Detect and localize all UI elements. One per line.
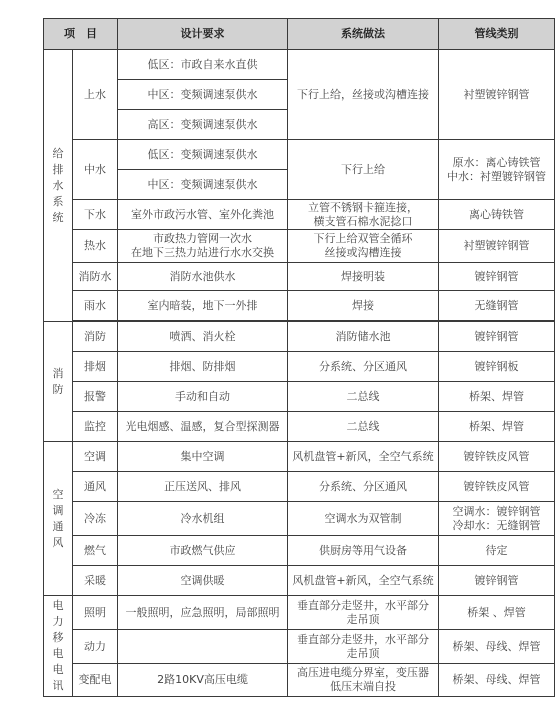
row-pipe: 镀锌铁皮风管 xyxy=(439,472,555,502)
row-name: 中水 xyxy=(73,140,118,200)
row-pipe: 桥架、焊管 xyxy=(439,382,555,412)
table-row xyxy=(44,596,555,630)
row-method: 消防储水池 xyxy=(288,322,439,352)
header-design: 设计要求 xyxy=(118,19,288,50)
row-req: 市政热力管网一次水 在地下三热力站进行水水交换 xyxy=(118,230,288,263)
section-water: 给排水系统 xyxy=(44,50,73,322)
table-row xyxy=(44,322,555,352)
row-pipe: 原水：离心铸铁管 中水：衬塑镀锌钢管 xyxy=(439,140,555,200)
row-pipe: 镀锌钢板 xyxy=(439,352,555,382)
section-hvac: 空调通风 xyxy=(44,442,73,596)
row-req: 中区：变频调速泵供水 xyxy=(118,80,288,110)
row-method: 供厨房等用气设备 xyxy=(288,536,439,566)
row-name: 排烟 xyxy=(73,352,118,382)
row-name: 报警 xyxy=(73,382,118,412)
row-method: 垂直部分走竖井，水平部分 走吊顶 xyxy=(288,630,439,664)
table-row xyxy=(44,50,555,80)
row-req: 低区：变频调速泵供水 xyxy=(118,140,288,170)
row-req: 手动和自动 xyxy=(118,382,288,412)
row-req xyxy=(118,630,288,664)
row-pipe: 无缝钢管 xyxy=(439,291,555,321)
table-row xyxy=(44,263,555,291)
row-method: 下行上给双管全循环 丝接或沟槽连接 xyxy=(288,230,439,263)
table-row xyxy=(44,352,555,382)
row-name: 空调 xyxy=(73,442,118,472)
row-name: 采暖 xyxy=(73,566,118,596)
row-req: 光电烟感、温感，复合型探测器 xyxy=(118,412,288,442)
row-method: 立管不锈钢卡箍连接， 横支管石棉水泥捻口 xyxy=(288,200,439,230)
table-row xyxy=(44,536,555,566)
row-req: 2路10KV高压电缆 xyxy=(118,664,288,697)
row-method: 空调水为双管制 xyxy=(288,502,439,536)
row-method: 垂直部分走竖井，水平部分 走吊顶 xyxy=(288,596,439,630)
section-fire: 消防 xyxy=(44,322,73,442)
row-req: 消防水池供水 xyxy=(118,263,288,291)
row-req: 市政燃气供应 xyxy=(118,536,288,566)
header-row xyxy=(44,19,555,50)
row-pipe: 镀锌钢管 xyxy=(439,566,555,596)
row-pipe: 镀锌铁皮风管 xyxy=(439,442,555,472)
row-method: 二总线 xyxy=(288,382,439,412)
row-pipe: 衬塑镀锌钢管 xyxy=(439,50,555,140)
row-method: 下行上给 xyxy=(288,140,439,200)
table-row xyxy=(44,472,555,502)
row-name: 燃气 xyxy=(73,536,118,566)
row-req: 一般照明，应急照明，局部照明 xyxy=(118,596,288,630)
row-method: 风机盘管+新风，全空气系统 xyxy=(288,442,439,472)
row-method: 风机盘管+新风，全空气系统 xyxy=(288,566,439,596)
table-row xyxy=(44,502,555,536)
row-req: 冷水机组 xyxy=(118,502,288,536)
table-row xyxy=(44,630,555,664)
row-name: 热水 xyxy=(73,230,118,263)
row-pipe: 镀锌钢管 xyxy=(439,322,555,352)
row-pipe: 衬塑镀锌钢管 xyxy=(439,230,555,263)
row-pipe: 桥架、焊管 xyxy=(439,412,555,442)
header-method: 系统做法 xyxy=(288,19,439,50)
row-name: 上水 xyxy=(73,50,118,140)
table-row xyxy=(44,140,555,170)
row-req: 喷洒、消火栓 xyxy=(118,322,288,352)
row-req: 排烟、防排烟 xyxy=(118,352,288,382)
row-name: 下水 xyxy=(73,200,118,230)
row-pipe: 桥架 、焊管 xyxy=(439,596,555,630)
header-item: 项 目 xyxy=(44,19,118,50)
row-method: 分系统、分区通风 xyxy=(288,472,439,502)
row-pipe: 离心铸铁管 xyxy=(439,200,555,230)
table-row xyxy=(44,230,555,263)
row-req: 低区：市政自来水直供 xyxy=(118,50,288,80)
row-req: 室内暗装，地下一外排 xyxy=(118,291,288,321)
row-method: 二总线 xyxy=(288,412,439,442)
row-pipe: 桥架、母线、焊管 xyxy=(439,664,555,697)
row-req: 室外市政污水管、室外化粪池 xyxy=(118,200,288,230)
header-pipe: 管线类别 xyxy=(439,19,555,50)
table-row xyxy=(44,200,555,230)
row-pipe: 待定 xyxy=(439,536,555,566)
row-name: 通风 xyxy=(73,472,118,502)
row-name: 监控 xyxy=(73,412,118,442)
row-req: 集中空调 xyxy=(118,442,288,472)
row-method: 焊接明装 xyxy=(288,263,439,291)
row-req: 中区：变频调速泵供水 xyxy=(118,170,288,200)
row-pipe: 镀锌钢管 xyxy=(439,263,555,291)
row-name: 变配电 xyxy=(73,664,118,697)
row-name: 雨水 xyxy=(73,291,118,321)
row-method: 焊接 xyxy=(288,291,439,321)
row-req: 空调供暖 xyxy=(118,566,288,596)
section-power: 电力移电电讯 xyxy=(44,596,73,697)
row-name: 冷冻 xyxy=(73,502,118,536)
row-pipe: 桥架、母线、焊管 xyxy=(439,630,555,664)
row-req: 高区：变频调速泵供水 xyxy=(118,110,288,140)
row-pipe: 空调水：镀锌钢管 冷却水：无缝钢管 xyxy=(439,502,555,536)
system-spec-table xyxy=(43,18,555,697)
row-name: 照明 xyxy=(73,596,118,630)
row-method: 分系统、分区通风 xyxy=(288,352,439,382)
table-row xyxy=(44,664,555,697)
row-req: 正压送风、排风 xyxy=(118,472,288,502)
row-name: 消防 xyxy=(73,322,118,352)
row-method: 高压进电缆分界室，变压器 低压末端自投 xyxy=(288,664,439,697)
row-name: 消防水 xyxy=(73,263,118,291)
table-row xyxy=(44,382,555,412)
table-row xyxy=(44,291,555,321)
row-name: 动力 xyxy=(73,630,118,664)
row-method: 下行上给，丝接或沟槽连接 xyxy=(288,50,439,140)
table-row xyxy=(44,412,555,442)
table-row xyxy=(44,442,555,472)
table-row xyxy=(44,566,555,596)
